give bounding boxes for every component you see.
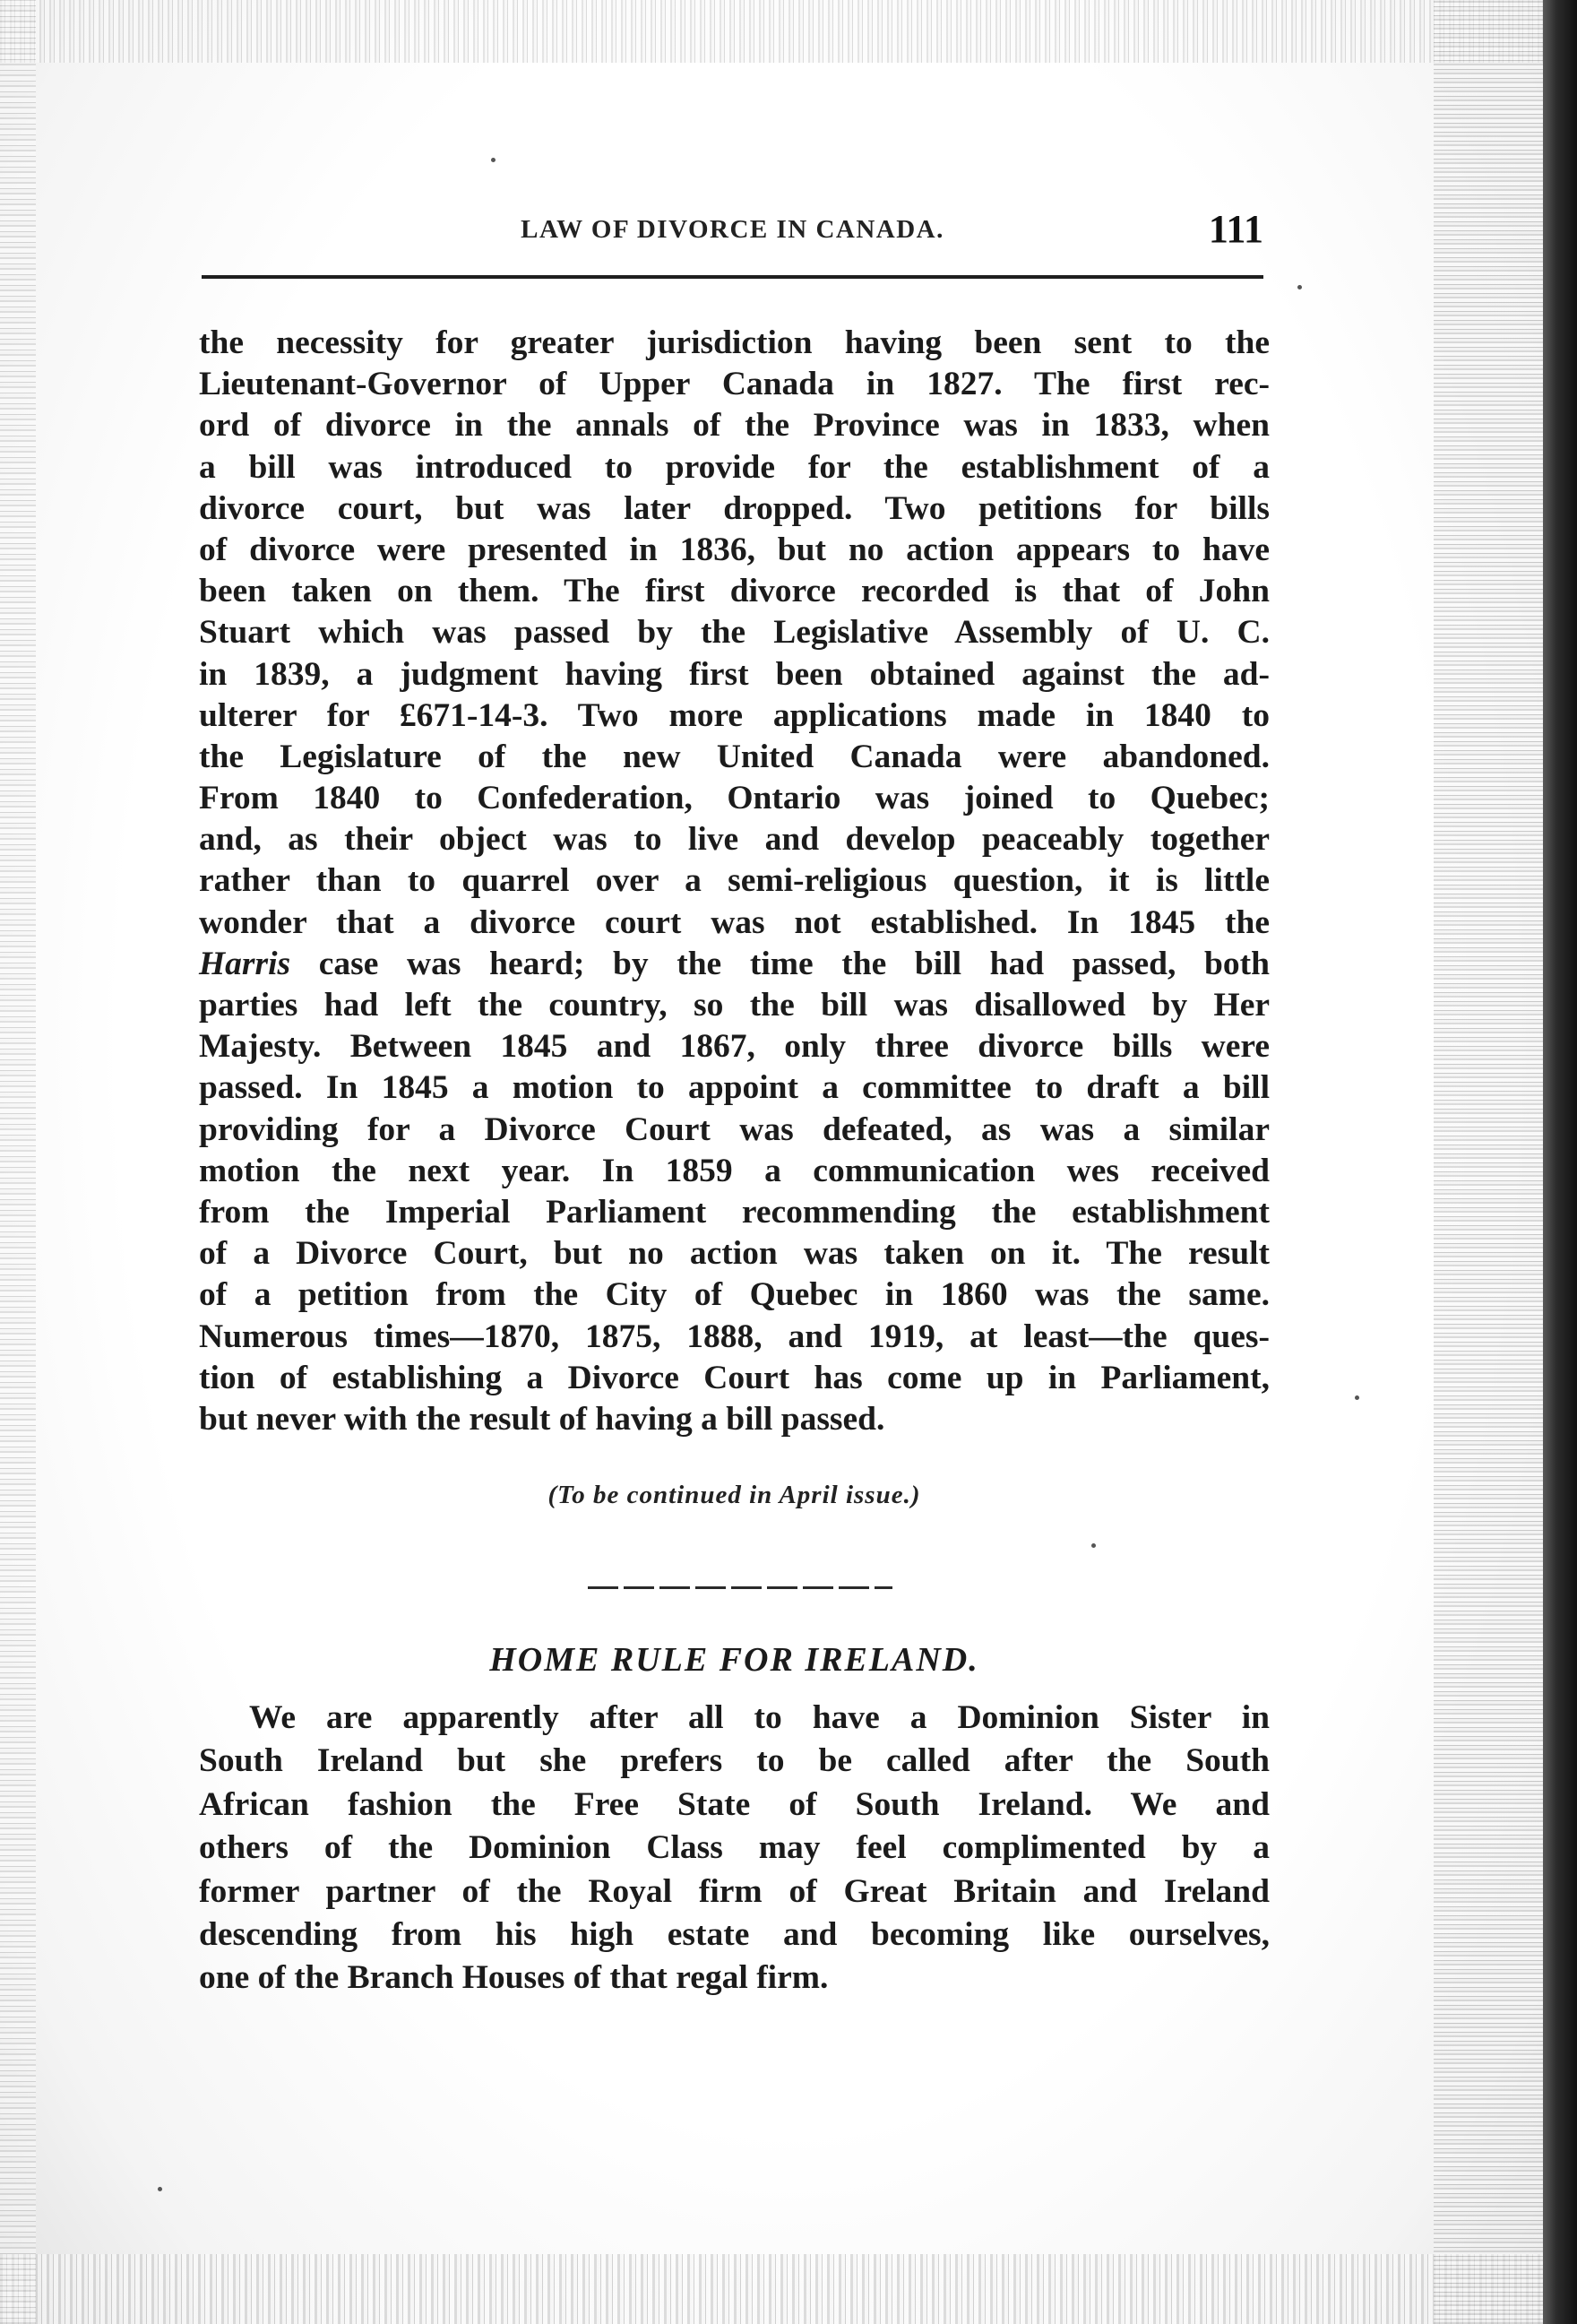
text-line: Majesty. Between 1845 and 1867, only three divorce bills were bbox=[199, 1028, 1270, 1066]
text-line: Numerous times—1870, 1875, 1888, and 1919, at least—the ques- bbox=[199, 1318, 1270, 1355]
text-line: motion the next year. In 1859 a communication wes received bbox=[199, 1152, 1270, 1189]
text-line: From 1840 to Confederation, Ontario was joined to Quebec; bbox=[199, 780, 1270, 817]
text-line: descending from his high estate and becoming like ourselves, bbox=[199, 1915, 1270, 1953]
scan-speck bbox=[1091, 1543, 1096, 1548]
text-line: but never with the result of having a bill passed. bbox=[199, 1400, 885, 1438]
text-line: a bill was introduced to provide for the establishment of a bbox=[199, 448, 1270, 486]
running-title: LAW OF DIVORCE IN CANADA. bbox=[521, 215, 944, 244]
text-line: We are apparently after all to have a Dominion Sister in bbox=[249, 1699, 1270, 1736]
scan-speck bbox=[1297, 285, 1302, 289]
text-line: ord of divorce in the annals of the Province was in 1833, when bbox=[199, 407, 1270, 445]
text-line: from the Imperial Parliament recommending the establishment bbox=[199, 1193, 1270, 1231]
text-line: of divorce were presented in 1836, but no action appears to have bbox=[199, 531, 1270, 568]
text-line: South Ireland but she prefers to be called after the South bbox=[199, 1742, 1270, 1780]
text-line: one of the Branch Houses of that regal firm. bbox=[199, 1959, 829, 1997]
continued-note: (To be continued in April issue.) bbox=[547, 1481, 921, 1509]
text-line: Lieutenant-Governor of Upper Canada in 1827. The first rec- bbox=[199, 366, 1270, 403]
text-line-remainder: case was heard; by the time the bill had passed, both bbox=[318, 945, 1270, 982]
text-line: parties had left the country, so the bill was disallowed by Her bbox=[199, 987, 1270, 1024]
text-line: ulterer for £671-14-3. Two more applications made in 1840 to bbox=[199, 696, 1270, 734]
text-line: passed. In 1845 a motion to appoint a committee to draft a bill bbox=[199, 1069, 1270, 1107]
text-line: rather than to quarrel over a semi-religious question, it is little bbox=[199, 862, 1270, 900]
page-number: 111 bbox=[1208, 207, 1263, 251]
section-heading: HOME RULE FOR IRELAND. bbox=[489, 1641, 979, 1679]
text-line: Stuart which was passed by the Legislative Assembly of U. C. bbox=[199, 614, 1270, 652]
text-line: tion of establishing a Divorce Court has come up in Parliament, bbox=[199, 1359, 1270, 1396]
scan-speck bbox=[491, 158, 496, 162]
scan-noise-left bbox=[0, 0, 36, 2324]
home-rule-paragraph bbox=[199, 1697, 1270, 2000]
text-line: others of the Dominion Class may feel complimented by a bbox=[199, 1829, 1270, 1867]
text-line: in 1839, a judgment having first been obtained against the ad- bbox=[199, 655, 1270, 693]
text-line: of a Divorce Court, but no action was taken on it. The result bbox=[199, 1235, 1270, 1273]
text-line: been taken on them. The first divorce recorded is that of John bbox=[199, 573, 1270, 610]
text-line: wonder that a divorce court was not established. In 1845 the bbox=[199, 903, 1270, 941]
text-line-with-case-name bbox=[199, 944, 1270, 985]
scan-noise-top bbox=[0, 0, 1577, 63]
text-line: African fashion the Free State of South Ireland. We and bbox=[199, 1785, 1270, 1823]
header-rule bbox=[202, 275, 1263, 279]
text-line: the Legislature of the new United Canada were abandoned. bbox=[199, 738, 1270, 775]
scan-noise-bottom bbox=[0, 2254, 1577, 2324]
scan-speck bbox=[1355, 1395, 1359, 1400]
text-line: and, as their object was to live and develop peaceably together bbox=[199, 821, 1270, 859]
article-continuation bbox=[199, 323, 1270, 1440]
running-head bbox=[202, 207, 1263, 256]
case-name-italic: Harris bbox=[199, 945, 291, 982]
book-spine-shadow bbox=[1543, 0, 1577, 2324]
text-line: the necessity for greater jurisdiction having been sent to the bbox=[199, 324, 1270, 361]
text-line: former partner of the Royal firm of Great Britain and Ireland bbox=[199, 1872, 1270, 1910]
scan-noise-right bbox=[1434, 0, 1550, 2324]
section-separator bbox=[588, 1586, 892, 1589]
scan-speck bbox=[158, 2187, 162, 2191]
text-line: divorce court, but was later dropped. Two petitions for bills bbox=[199, 489, 1270, 527]
text-line: providing for a Divorce Court was defeated, as was a similar bbox=[199, 1110, 1270, 1148]
text-line: of a petition from the City of Quebec in 1860 was the same. bbox=[199, 1276, 1270, 1314]
